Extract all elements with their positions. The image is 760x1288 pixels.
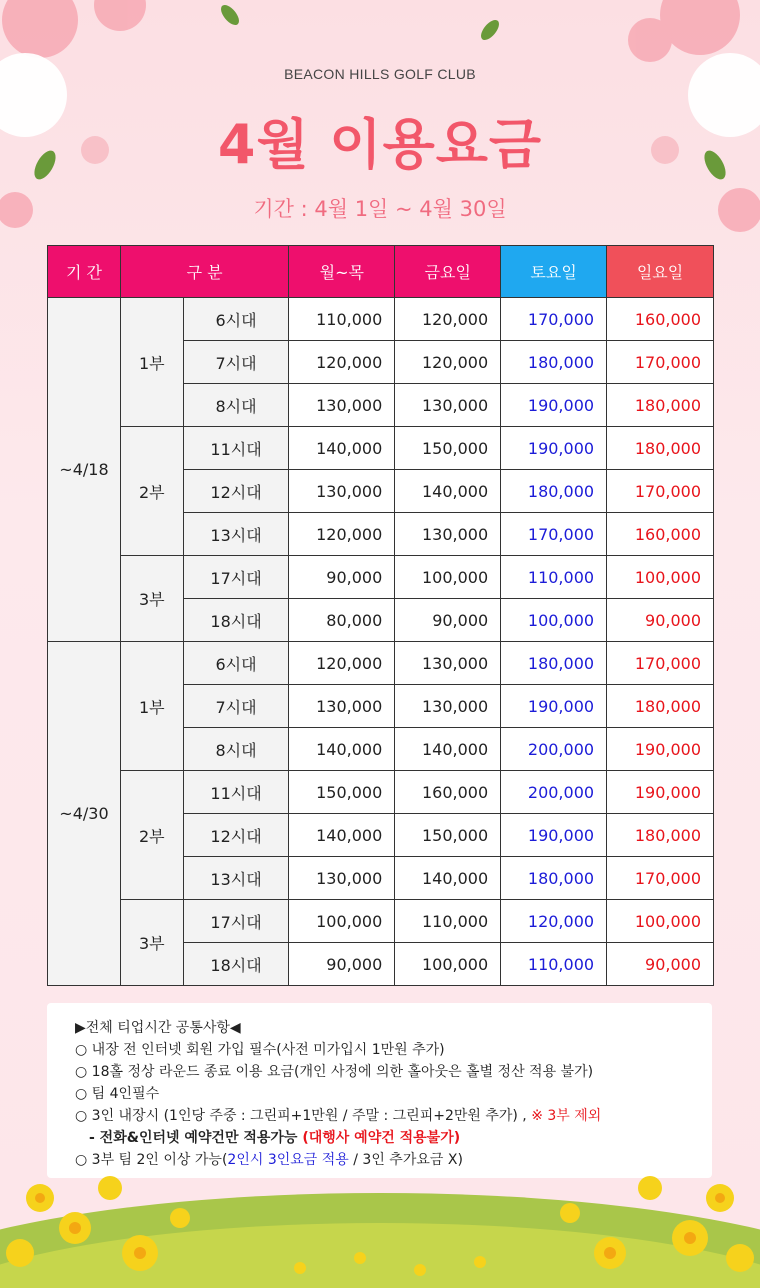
header-sunday: 일요일 bbox=[607, 246, 714, 298]
saturday-price: 190,000 bbox=[501, 384, 607, 427]
sunday-price: 180,000 bbox=[607, 384, 714, 427]
friday-price: 100,000 bbox=[395, 556, 501, 599]
friday-price: 100,000 bbox=[395, 943, 501, 986]
sunday-price: 170,000 bbox=[607, 341, 714, 384]
time-cell: 7시대 bbox=[183, 685, 289, 728]
part-cell: 3부 bbox=[120, 556, 183, 642]
time-cell: 6시대 bbox=[183, 298, 289, 341]
friday-price: 160,000 bbox=[395, 771, 501, 814]
weekday-price: 120,000 bbox=[289, 341, 395, 384]
weekday-price: 130,000 bbox=[289, 384, 395, 427]
sunday-price: 180,000 bbox=[607, 427, 714, 470]
friday-price: 140,000 bbox=[395, 728, 501, 771]
part-cell: 1부 bbox=[120, 298, 183, 427]
part-cell: 2부 bbox=[120, 427, 183, 556]
saturday-price: 190,000 bbox=[501, 685, 607, 728]
header-saturday: 토요일 bbox=[501, 246, 607, 298]
time-cell: 18시대 bbox=[183, 943, 289, 986]
note-line-1: ○ 내장 전 인터넷 회원 가입 필수(사전 미가입시 1만원 추가) bbox=[75, 1042, 445, 1058]
note-line-4-exception: ※ 3부 제외 bbox=[526, 1108, 602, 1124]
time-cell: 6시대 bbox=[183, 642, 289, 685]
saturday-price: 190,000 bbox=[501, 814, 607, 857]
fee-table-body bbox=[48, 298, 714, 986]
weekday-price: 150,000 bbox=[289, 771, 395, 814]
saturday-price: 110,000 bbox=[501, 943, 607, 986]
notes-box bbox=[47, 1003, 712, 1178]
friday-price: 150,000 bbox=[395, 814, 501, 857]
time-cell: 18시대 bbox=[183, 599, 289, 642]
sunday-price: 170,000 bbox=[607, 642, 714, 685]
note-line-6-a: ○ 3부 팀 2인 이상 가능( bbox=[75, 1152, 228, 1168]
header-weekday: 월~목 bbox=[289, 246, 395, 298]
saturday-price: 120,000 bbox=[501, 900, 607, 943]
weekday-price: 110,000 bbox=[289, 298, 395, 341]
note-line-5-warning: (대행사 예약건 적용불가) bbox=[297, 1130, 461, 1146]
header-period: 기 간 bbox=[48, 246, 121, 298]
weekday-price: 130,000 bbox=[289, 857, 395, 900]
friday-price: 140,000 bbox=[395, 470, 501, 513]
fee-table bbox=[47, 245, 714, 986]
period-cell: ~4/18 bbox=[48, 298, 121, 642]
saturday-price: 170,000 bbox=[501, 298, 607, 341]
sunday-price: 180,000 bbox=[607, 814, 714, 857]
header-category: 구 분 bbox=[120, 246, 288, 298]
sunday-price: 100,000 bbox=[607, 556, 714, 599]
friday-price: 130,000 bbox=[395, 642, 501, 685]
time-cell: 13시대 bbox=[183, 513, 289, 556]
sunday-price: 160,000 bbox=[607, 513, 714, 556]
time-cell: 13시대 bbox=[183, 857, 289, 900]
table-row bbox=[48, 298, 714, 341]
sunday-price: 90,000 bbox=[607, 943, 714, 986]
note-line-5-text: - 전화&인터넷 예약건만 적용가능 bbox=[89, 1130, 298, 1146]
time-cell: 7시대 bbox=[183, 341, 289, 384]
weekday-price: 130,000 bbox=[289, 470, 395, 513]
table-row bbox=[48, 771, 714, 814]
time-cell: 8시대 bbox=[183, 728, 289, 771]
friday-price: 130,000 bbox=[395, 685, 501, 728]
time-cell: 17시대 bbox=[183, 556, 289, 599]
sunday-price: 180,000 bbox=[607, 685, 714, 728]
page-title: 4월 이용요금 bbox=[217, 113, 543, 176]
time-cell: 12시대 bbox=[183, 470, 289, 513]
friday-price: 130,000 bbox=[395, 513, 501, 556]
note-line-6-b: / 3인 추가요금 X) bbox=[348, 1152, 463, 1168]
part-cell: 2부 bbox=[120, 771, 183, 900]
saturday-price: 190,000 bbox=[501, 427, 607, 470]
sunday-price: 90,000 bbox=[607, 599, 714, 642]
table-row bbox=[48, 556, 714, 599]
period-cell: ~4/30 bbox=[48, 642, 121, 986]
saturday-price: 200,000 bbox=[501, 771, 607, 814]
part-cell: 3부 bbox=[120, 900, 183, 986]
sunday-price: 100,000 bbox=[607, 900, 714, 943]
weekday-price: 130,000 bbox=[289, 685, 395, 728]
weekday-price: 140,000 bbox=[289, 814, 395, 857]
saturday-price: 180,000 bbox=[501, 642, 607, 685]
weekday-price: 120,000 bbox=[289, 513, 395, 556]
note-line-4-text: ○ 3인 내장시 (1인당 주중 : 그린피+1만원 / 주말 : 그린피+2만원 추가) , bbox=[75, 1108, 527, 1124]
time-cell: 8시대 bbox=[183, 384, 289, 427]
saturday-price: 180,000 bbox=[501, 857, 607, 900]
time-cell: 17시대 bbox=[183, 900, 289, 943]
time-cell: 11시대 bbox=[183, 771, 289, 814]
sunday-price: 170,000 bbox=[607, 857, 714, 900]
saturday-price: 100,000 bbox=[501, 599, 607, 642]
note-line-3: ○ 팀 4인필수 bbox=[75, 1086, 160, 1102]
saturday-price: 200,000 bbox=[501, 728, 607, 771]
friday-price: 120,000 bbox=[395, 341, 501, 384]
weekday-price: 90,000 bbox=[289, 943, 395, 986]
weekday-price: 140,000 bbox=[289, 427, 395, 470]
sunday-price: 170,000 bbox=[607, 470, 714, 513]
weekday-price: 120,000 bbox=[289, 642, 395, 685]
weekday-price: 100,000 bbox=[289, 900, 395, 943]
sunday-price: 190,000 bbox=[607, 728, 714, 771]
sunday-price: 160,000 bbox=[607, 298, 714, 341]
friday-price: 110,000 bbox=[395, 900, 501, 943]
saturday-price: 180,000 bbox=[501, 470, 607, 513]
time-cell: 12시대 bbox=[183, 814, 289, 857]
saturday-price: 110,000 bbox=[501, 556, 607, 599]
table-row bbox=[48, 642, 714, 685]
header-friday: 금요일 bbox=[395, 246, 501, 298]
flower-field-decoration bbox=[0, 1158, 760, 1288]
table-row bbox=[48, 427, 714, 470]
sunday-price: 190,000 bbox=[607, 771, 714, 814]
part-cell: 1부 bbox=[120, 642, 183, 771]
weekday-price: 140,000 bbox=[289, 728, 395, 771]
note-line-5 bbox=[89, 1127, 460, 1147]
friday-price: 90,000 bbox=[395, 599, 501, 642]
saturday-price: 170,000 bbox=[501, 513, 607, 556]
note-line-2: ○ 18홀 정상 라운드 종료 이용 요금(개인 사정에 의한 홀아웃은 홀별 정산 적용 불가) bbox=[75, 1064, 594, 1080]
friday-price: 150,000 bbox=[395, 427, 501, 470]
time-cell: 11시대 bbox=[183, 427, 289, 470]
note-line-6-blue: 2인시 3인요금 적용 bbox=[227, 1152, 349, 1168]
club-name: BEACON HILLS GOLF CLUB bbox=[284, 66, 476, 82]
table-header-row bbox=[48, 246, 714, 298]
period-text: 기간 : 4월 1일 ~ 4월 30일 bbox=[253, 197, 507, 221]
notes-heading: ▶전체 티업시간 공통사항◀ bbox=[75, 1020, 241, 1036]
weekday-price: 90,000 bbox=[289, 556, 395, 599]
note-line-4 bbox=[75, 1105, 601, 1125]
friday-price: 130,000 bbox=[395, 384, 501, 427]
weekday-price: 80,000 bbox=[289, 599, 395, 642]
friday-price: 140,000 bbox=[395, 857, 501, 900]
friday-price: 120,000 bbox=[395, 298, 501, 341]
saturday-price: 180,000 bbox=[501, 341, 607, 384]
table-row bbox=[48, 900, 714, 943]
